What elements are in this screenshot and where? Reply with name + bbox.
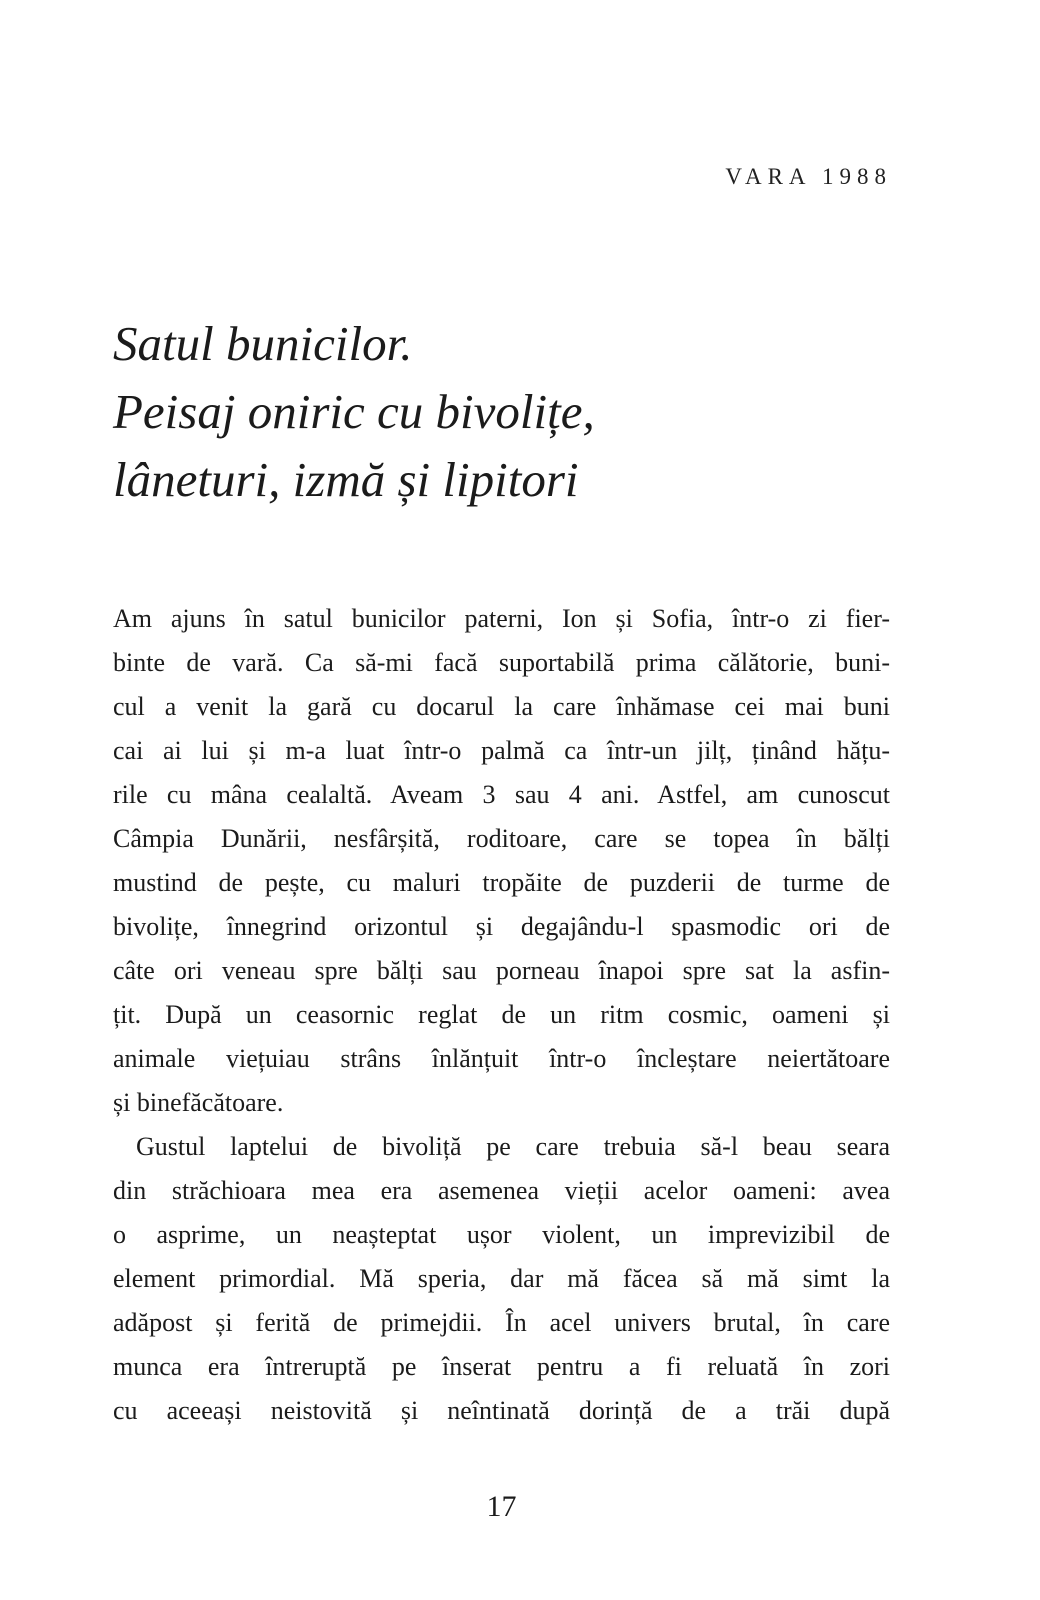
text-line: Am ajuns în satul bunicilor paterni, Ion și Sofia, într-o zi fier- <box>113 604 890 633</box>
body-text <box>113 597 890 1433</box>
text-line: cu aceeași neistovită și neîntinată dorință de a trăi după <box>113 1396 890 1425</box>
paragraph-2 <box>113 1125 890 1433</box>
text-line: adăpost și ferită de primejdii. În acel univers brutal, în care <box>113 1308 890 1337</box>
text-line: animale viețuiau strâns înlănțuit într-o încleștare neiertătoare <box>113 1044 890 1073</box>
text-line: și binefăcătoare. <box>113 1088 284 1117</box>
text-line: binte de vară. Ca să-mi facă suportabilă prima călătorie, buni- <box>113 648 890 677</box>
text-line: element primordial. Mă speria, dar mă făcea să mă simt la <box>113 1264 890 1293</box>
text-line: câte ori veneau spre bălți sau porneau înapoi spre sat la asfin- <box>113 956 890 985</box>
text-line: cai ai lui și m-a luat într-o palmă ca într-un jilț, ținând hățu- <box>113 736 890 765</box>
running-header: VARA 1988 <box>725 164 892 189</box>
text-line: bivolițe, înnegrind orizontul și degajându-l spasmodic ori de <box>113 912 890 941</box>
paragraph-1 <box>113 597 890 1125</box>
chapter-title-line-2: Peisaj oniric cu bivolițe, <box>113 384 595 439</box>
page-number: 17 <box>486 1490 517 1523</box>
text-line: cul a venit la gară cu docarul la care înhămase cei mai buni <box>113 692 890 721</box>
text-line: Gustul laptelui de bivoliță pe care trebuia să-l beau seara <box>136 1132 890 1161</box>
text-line: din străchioara mea era asemenea vieții acelor oameni: avea <box>113 1176 890 1205</box>
text-line: rile cu mâna cealaltă. Aveam 3 sau 4 ani. Astfel, am cunoscut <box>113 780 890 809</box>
chapter-title-line-1: Satul bunicilor. <box>113 316 413 371</box>
chapter-title-line-3: lâneturi, izmă și lipitori <box>113 452 579 507</box>
chapter-title <box>113 310 973 514</box>
text-line: o asprime, un neașteptat ușor violent, un imprevizibil de <box>113 1220 890 1249</box>
text-line: țit. După un ceasornic reglat de un ritm cosmic, oameni și <box>113 1000 890 1029</box>
text-line: mustind de pește, cu maluri tropăite de puzderii de turme de <box>113 868 890 897</box>
text-line: munca era întreruptă pe înserat pentru a fi reluată în zori <box>113 1352 890 1381</box>
text-line: Câmpia Dunării, nesfârșită, roditoare, care se topea în bălți <box>113 824 890 853</box>
